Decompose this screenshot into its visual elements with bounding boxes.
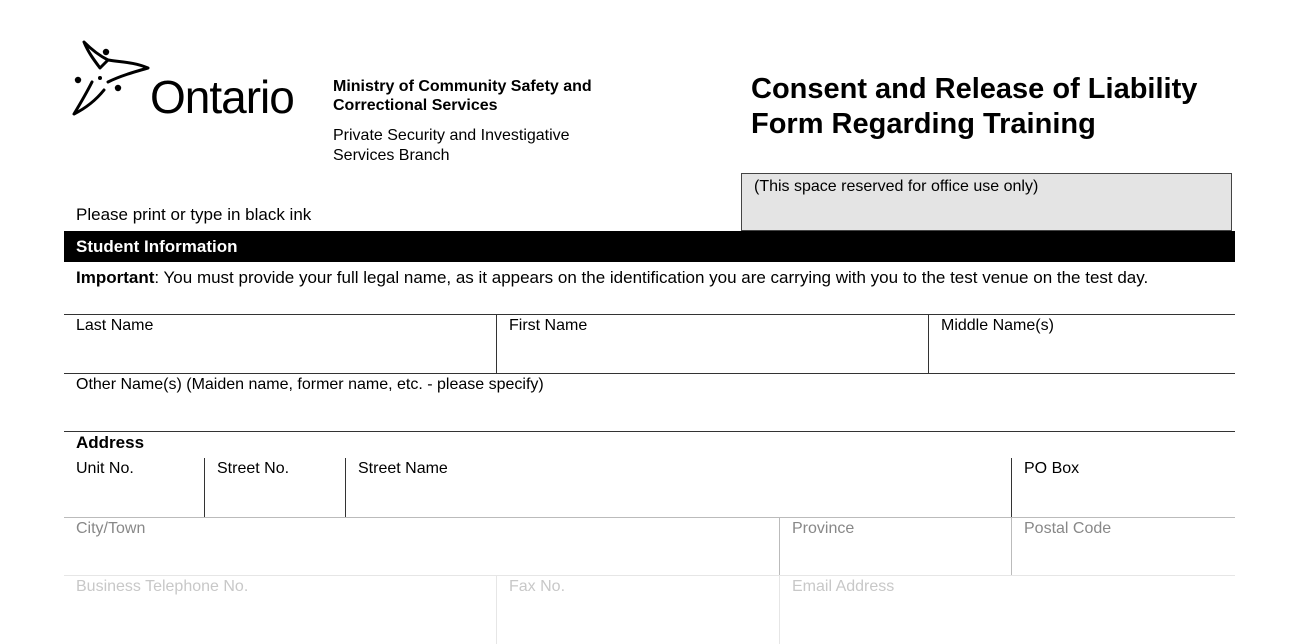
fax-no-input[interactable] (503, 598, 773, 638)
first-name-input[interactable] (503, 337, 923, 371)
divider (779, 575, 780, 644)
divider (64, 517, 1235, 518)
street-name-input[interactable] (351, 481, 1006, 515)
print-instruction: Please print or type in black ink (76, 205, 312, 224)
postal-code-input[interactable] (1017, 540, 1230, 573)
logo-wordmark: Ontario (150, 71, 294, 123)
first-name-label: First Name (509, 317, 588, 334)
divider (64, 575, 1235, 576)
important-label: Important (76, 268, 155, 287)
business-phone-label: Business Telephone No. (76, 578, 249, 595)
trillium-icon (70, 38, 150, 120)
last-name-input[interactable] (70, 337, 490, 371)
other-names-input[interactable] (70, 396, 1230, 430)
divider (64, 431, 1235, 432)
street-no-input[interactable] (210, 481, 340, 515)
divider (64, 373, 1235, 374)
divider (204, 458, 205, 517)
divider (496, 575, 497, 644)
city-town-label: City/Town (76, 520, 146, 537)
email-label: Email Address (792, 578, 895, 595)
ministry-name: Ministry of Community Safety and Correctional Services (333, 78, 592, 114)
po-box-label: PO Box (1024, 460, 1080, 477)
office-use-label: (This space reserved for office use only) (754, 178, 1039, 195)
street-name-label: Street Name (358, 460, 448, 477)
important-note (76, 267, 1226, 288)
postal-code-label: Postal Code (1024, 520, 1112, 537)
important-text: : You must provide your full legal name, as it appears on the identification you are carrying with you to the test venue on the test day. (154, 268, 1149, 287)
divider (1011, 458, 1012, 517)
divider (496, 314, 497, 373)
divider (345, 458, 346, 517)
form-title: Consent and Release of Liability Form Regarding Training (751, 73, 1198, 140)
student-info-header: Student Information (64, 231, 1235, 262)
divider (779, 517, 780, 575)
business-phone-input[interactable] (70, 598, 490, 638)
branch-name: Private Security and Investigative Services Branch (333, 127, 570, 164)
po-box-input[interactable] (1017, 481, 1230, 515)
divider (928, 314, 929, 373)
province-input[interactable] (785, 540, 1006, 573)
ontario-logo (70, 38, 310, 128)
middle-name-label: Middle Name(s) (941, 317, 1054, 334)
street-no-label: Street No. (217, 460, 290, 477)
unit-no-input[interactable] (70, 481, 200, 515)
city-town-input[interactable] (70, 540, 774, 573)
divider (1011, 517, 1012, 575)
office-use-box (741, 173, 1232, 231)
province-label: Province (792, 520, 855, 537)
fax-no-label: Fax No. (509, 578, 566, 595)
last-name-label: Last Name (76, 317, 154, 334)
email-input[interactable] (785, 598, 1230, 638)
address-heading: Address (76, 433, 145, 452)
other-names-label: Other Name(s) (Maiden name, former name, etc. - please specify) (76, 376, 544, 393)
divider (64, 314, 1235, 315)
middle-name-input[interactable] (935, 337, 1230, 371)
unit-no-label: Unit No. (76, 460, 134, 477)
